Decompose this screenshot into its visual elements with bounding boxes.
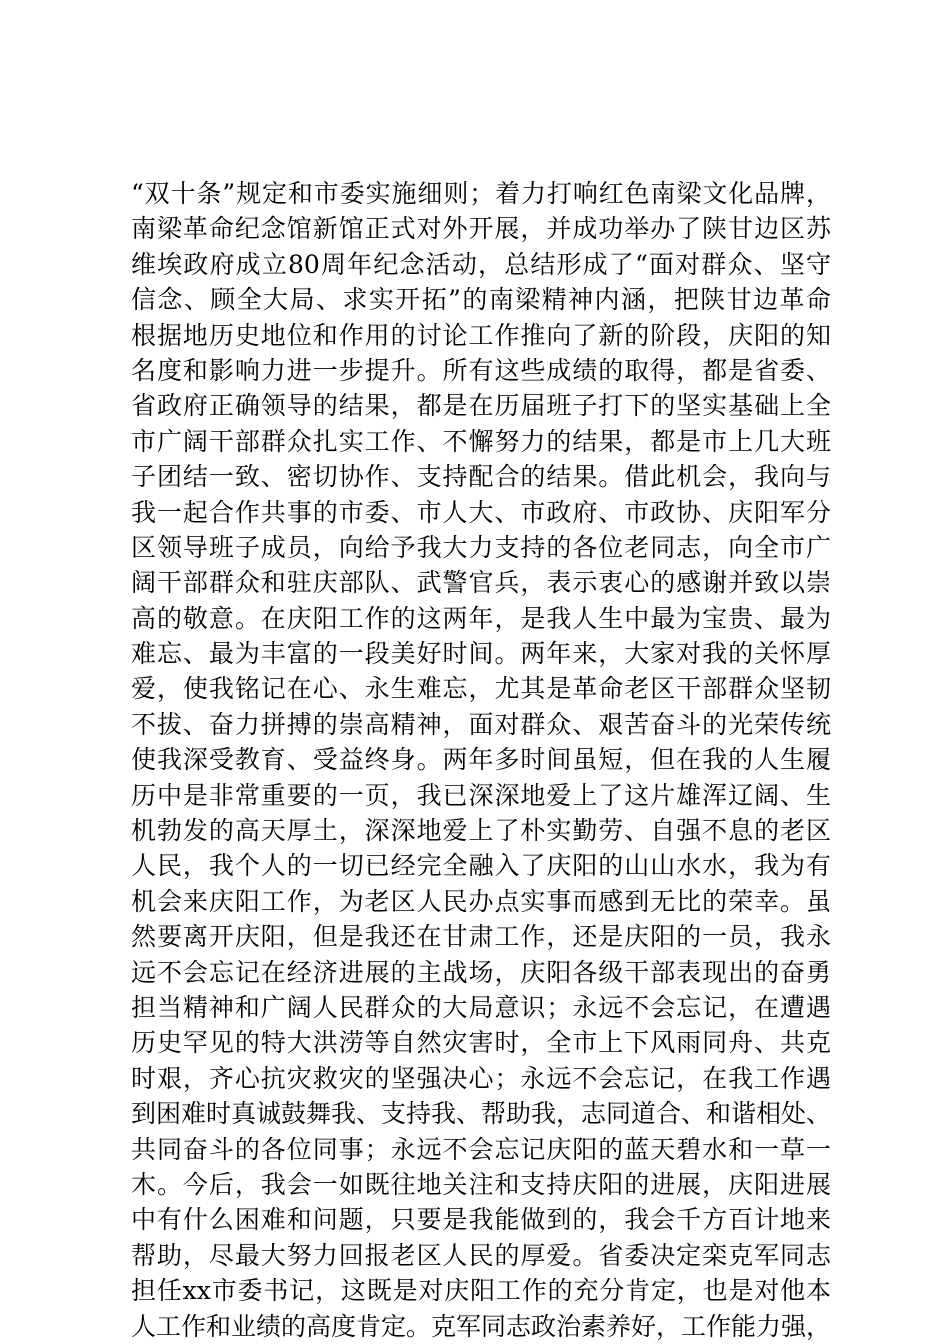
text-line: 我一起合作共事的市委、市人大、市政府、市政协、庆阳军分 (131, 497, 831, 527)
text-line: 历中是非常重要的一页，我已深深地爱上了这片雄浑辽阔、生 (131, 780, 831, 810)
text-line: 时艰，齐心抗灾救灾的坚强决心；永远不会忘记，在我工作遇 (131, 1063, 831, 1093)
text-line: 历史罕见的特大洪涝等自然灾害时，全市上下风雨同舟、共克 (131, 1028, 831, 1058)
text-line: 机会来庆阳工作，为老区人民办点实事而感到无比的荣幸。虽 (131, 886, 831, 916)
text-line: 帮助，尽最大努力回报老区人民的厚爱。省委决定栾克军同志 (131, 1240, 831, 1270)
text-line: 使我深受教育、受益终身。两年多时间虽短，但在我的人生履 (131, 745, 831, 775)
text-line: 名度和影响力进一步提升。所有这些成绩的取得，都是省委、 (131, 355, 831, 385)
text-line: 然要离开庆阳，但是我还在甘肃工作，还是庆阳的一员，我永 (131, 922, 831, 952)
text-line: 南梁革命纪念馆新馆正式对外开展，并成功举办了陕甘边区苏 (131, 214, 831, 244)
text-line: 远不会忘记在经济进展的主战场，庆阳各级干部表现出的奋勇 (131, 957, 831, 987)
text-line: 难忘、最为丰富的一段美好时间。两年来，大家对我的关怀厚 (131, 639, 831, 669)
text-line: 爱，使我铭记在心、永生难忘，尤其是革命老区干部群众坚韧 (131, 674, 831, 704)
text-line: 市广阔干部群众扎实工作、不懈努力的结果，都是市上几大班 (131, 426, 831, 456)
text-line: 省政府正确领导的结果，都是在历届班子打下的坚实基础上全 (131, 391, 831, 421)
text-line: 高的敬意。在庆阳工作的这两年，是我人生中最为宝贵、最为 (131, 603, 831, 633)
text-line: 子团结一致、密切协作、支持配合的结果。借此机会，我向与 (131, 462, 831, 492)
text-line: “双十条”规定和市委实施细则；着力打响红色南梁文化品牌， (131, 179, 831, 208)
text-line: 阔干部群众和驻庆部队、武警官兵，表示衷心的感谢并致以崇 (131, 568, 831, 598)
text-line: 不拔、奋力拼搏的崇高精神，面对群众、艰苦奋斗的光荣传统 (131, 709, 831, 739)
text-line: 到困难时真诚鼓舞我、支持我、帮助我，志同道合、和谐相处、 (131, 1099, 832, 1129)
text-line: 根据地历史地位和作用的讨论工作推向了新的阶段，庆阳的知 (131, 320, 831, 350)
text-line: 木。今后，我会一如既往地关注和支持庆阳的进展，庆阳进展 (131, 1169, 831, 1199)
text-line: 维埃政府成立80周年纪念活动，总结形成了“面对群众、坚守 (131, 249, 831, 279)
text-line: 人工作和业绩的高度肯定。克军同志政治素养好，工作能力强， (131, 1311, 832, 1341)
text-line: 人民，我个人的一切已经完全融入了庆阳的山山水水，我为有 (131, 851, 831, 881)
text-line: 信念、顾全大局、求实开拓”的南梁精神内涵，把陕甘边革命 (131, 285, 831, 315)
text-line: 担当精神和广阔人民群众的大局意识；永远不会忘记，在遭遇 (131, 992, 831, 1022)
text-line: 机勃发的高天厚土，深深地爱上了朴实勤劳、自强不息的老区 (131, 816, 831, 846)
text-line: 共同奋斗的各位同事；永远不会忘记庆阳的蓝天碧水和一草一 (131, 1134, 831, 1164)
text-line: 中有什么困难和问题，只要是我能做到的，我会千方百计地来 (131, 1205, 831, 1235)
text-line: 区领导班子成员，向给予我大力支持的各位老同志，向全市广 (131, 532, 831, 562)
text-line: 担任xx市委书记，这既是对庆阳工作的充分肯定，也是对他本 (131, 1276, 831, 1306)
body-paragraph (131, 176, 831, 1344)
